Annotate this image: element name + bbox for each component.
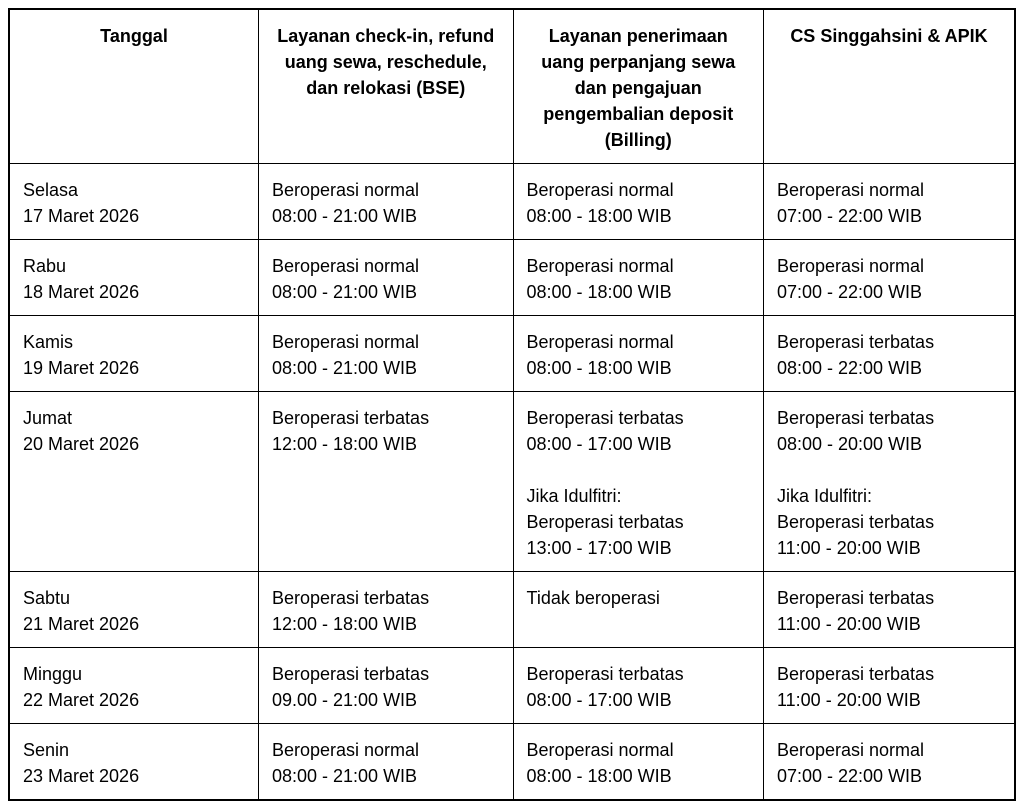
text-line: 11:00 - 20:00 WIB: [776, 690, 921, 710]
table-row: [9, 724, 1015, 801]
bse-cell: [258, 572, 513, 648]
text-line: 12:00 - 18:00 WIB: [271, 434, 418, 454]
cs-cell: [763, 316, 1015, 392]
date-cell: [9, 572, 258, 648]
text-line: Beroperasi normal: [526, 332, 674, 352]
billing-cell: [513, 572, 763, 648]
table-row: [9, 392, 1015, 572]
text-line: 21 Maret 2026: [23, 614, 140, 634]
text-line: Beroperasi normal: [776, 256, 925, 276]
text-line: 22 Maret 2026: [23, 690, 140, 710]
blank-line: [527, 457, 749, 483]
date-cell: [9, 164, 258, 240]
text-line: 08:00 - 22:00 WIB: [776, 358, 923, 378]
text-line: 08:00 - 20:00 WIB: [776, 434, 923, 454]
text-line: Beroperasi normal: [526, 180, 674, 200]
text-line: 11:00 - 20:00 WIB: [776, 538, 921, 558]
text-line: 08:00 - 18:00 WIB: [526, 282, 672, 302]
text-line: 23 Maret 2026: [23, 766, 140, 786]
text-line: 08:00 - 21:00 WIB: [271, 766, 418, 786]
text-line: 20 Maret 2026: [23, 434, 140, 454]
billing-cell: [513, 316, 763, 392]
billing-cell: [513, 240, 763, 316]
text-line: 19 Maret 2026: [23, 358, 140, 378]
text-line: Beroperasi terbatas: [526, 408, 684, 428]
text-line: Kamis: [23, 332, 74, 352]
text-line: Jika Idulfitri:: [776, 486, 873, 506]
text-line: Tidak beroperasi: [526, 588, 660, 608]
text-line: 08:00 - 21:00 WIB: [271, 358, 418, 378]
cs-cell: [763, 164, 1015, 240]
text-line: 18 Maret 2026: [23, 282, 140, 302]
operating-hours-table: [8, 8, 1016, 801]
bse-cell: [258, 724, 513, 801]
text-line: Beroperasi terbatas: [776, 588, 935, 608]
text-line: Jika Idulfitri:: [526, 486, 622, 506]
header-tanggal: Tanggal: [9, 9, 258, 164]
table-row: [9, 572, 1015, 648]
text-line: 08:00 - 17:00 WIB: [526, 434, 672, 454]
table-header-row: [9, 9, 1015, 164]
cs-cell: [763, 572, 1015, 648]
date-cell: [9, 724, 258, 801]
text-line: Beroperasi terbatas: [776, 408, 935, 428]
date-cell: [9, 240, 258, 316]
text-line: Beroperasi normal: [776, 180, 925, 200]
text-line: 17 Maret 2026: [23, 206, 140, 226]
text-line: 13:00 - 17:00 WIB: [526, 538, 672, 558]
blank-line: [777, 457, 1000, 483]
text-line: Beroperasi normal: [271, 180, 420, 200]
text-line: Beroperasi terbatas: [776, 512, 935, 532]
text-line: 12:00 - 18:00 WIB: [271, 614, 418, 634]
cs-cell: [763, 724, 1015, 801]
text-line: Senin: [23, 740, 70, 760]
header-bse: Layanan check-in, refund uang sewa, reschedule, dan relokasi (BSE): [258, 9, 513, 164]
text-line: Beroperasi normal: [526, 740, 674, 760]
text-line: 07:00 - 22:00 WIB: [776, 282, 923, 302]
text-line: Jumat: [23, 408, 73, 428]
text-line: Beroperasi normal: [271, 256, 420, 276]
text-line: 08:00 - 21:00 WIB: [271, 282, 418, 302]
billing-cell: [513, 392, 763, 572]
text-line: Beroperasi terbatas: [271, 408, 430, 428]
text-line: 08:00 - 18:00 WIB: [526, 766, 672, 786]
text-line: 08:00 - 17:00 WIB: [526, 690, 672, 710]
text-line: 08:00 - 18:00 WIB: [526, 358, 672, 378]
text-line: Beroperasi normal: [776, 740, 925, 760]
header-cs: CS Singgahsini & APIK: [763, 9, 1015, 164]
text-line: Minggu: [23, 664, 83, 684]
billing-cell: [513, 724, 763, 801]
text-line: Beroperasi normal: [526, 256, 674, 276]
text-line: 07:00 - 22:00 WIB: [776, 766, 923, 786]
billing-cell: [513, 164, 763, 240]
cs-cell: [763, 648, 1015, 724]
text-line: Beroperasi terbatas: [271, 588, 430, 608]
text-line: Beroperasi terbatas: [776, 332, 935, 352]
text-line: Rabu: [23, 256, 67, 276]
text-line: Beroperasi normal: [271, 332, 420, 352]
text-line: Beroperasi terbatas: [776, 664, 935, 684]
date-cell: [9, 392, 258, 572]
text-line: Beroperasi terbatas: [526, 664, 684, 684]
text-line: Sabtu: [23, 588, 71, 608]
text-line: Beroperasi terbatas: [271, 664, 430, 684]
table-row: [9, 648, 1015, 724]
text-line: 08:00 - 21:00 WIB: [271, 206, 418, 226]
header-billing: Layanan penerimaan uang perpanjang sewa dan pengajuan pengembalian deposit (Billing): [513, 9, 763, 164]
table-row: [9, 164, 1015, 240]
table-row: [9, 240, 1015, 316]
text-line: Selasa: [23, 180, 79, 200]
text-line: 09.00 - 21:00 WIB: [271, 690, 418, 710]
bse-cell: [258, 648, 513, 724]
text-line: 11:00 - 20:00 WIB: [776, 614, 921, 634]
text-line: 08:00 - 18:00 WIB: [526, 206, 672, 226]
billing-cell: [513, 648, 763, 724]
date-cell: [9, 316, 258, 392]
text-line: Beroperasi terbatas: [526, 512, 684, 532]
date-cell: [9, 648, 258, 724]
table-row: [9, 316, 1015, 392]
bse-cell: [258, 316, 513, 392]
cs-cell: [763, 240, 1015, 316]
text-line: Beroperasi normal: [271, 740, 420, 760]
bse-cell: [258, 392, 513, 572]
bse-cell: [258, 164, 513, 240]
cs-cell: [763, 392, 1015, 572]
text-line: 07:00 - 22:00 WIB: [776, 206, 923, 226]
bse-cell: [258, 240, 513, 316]
